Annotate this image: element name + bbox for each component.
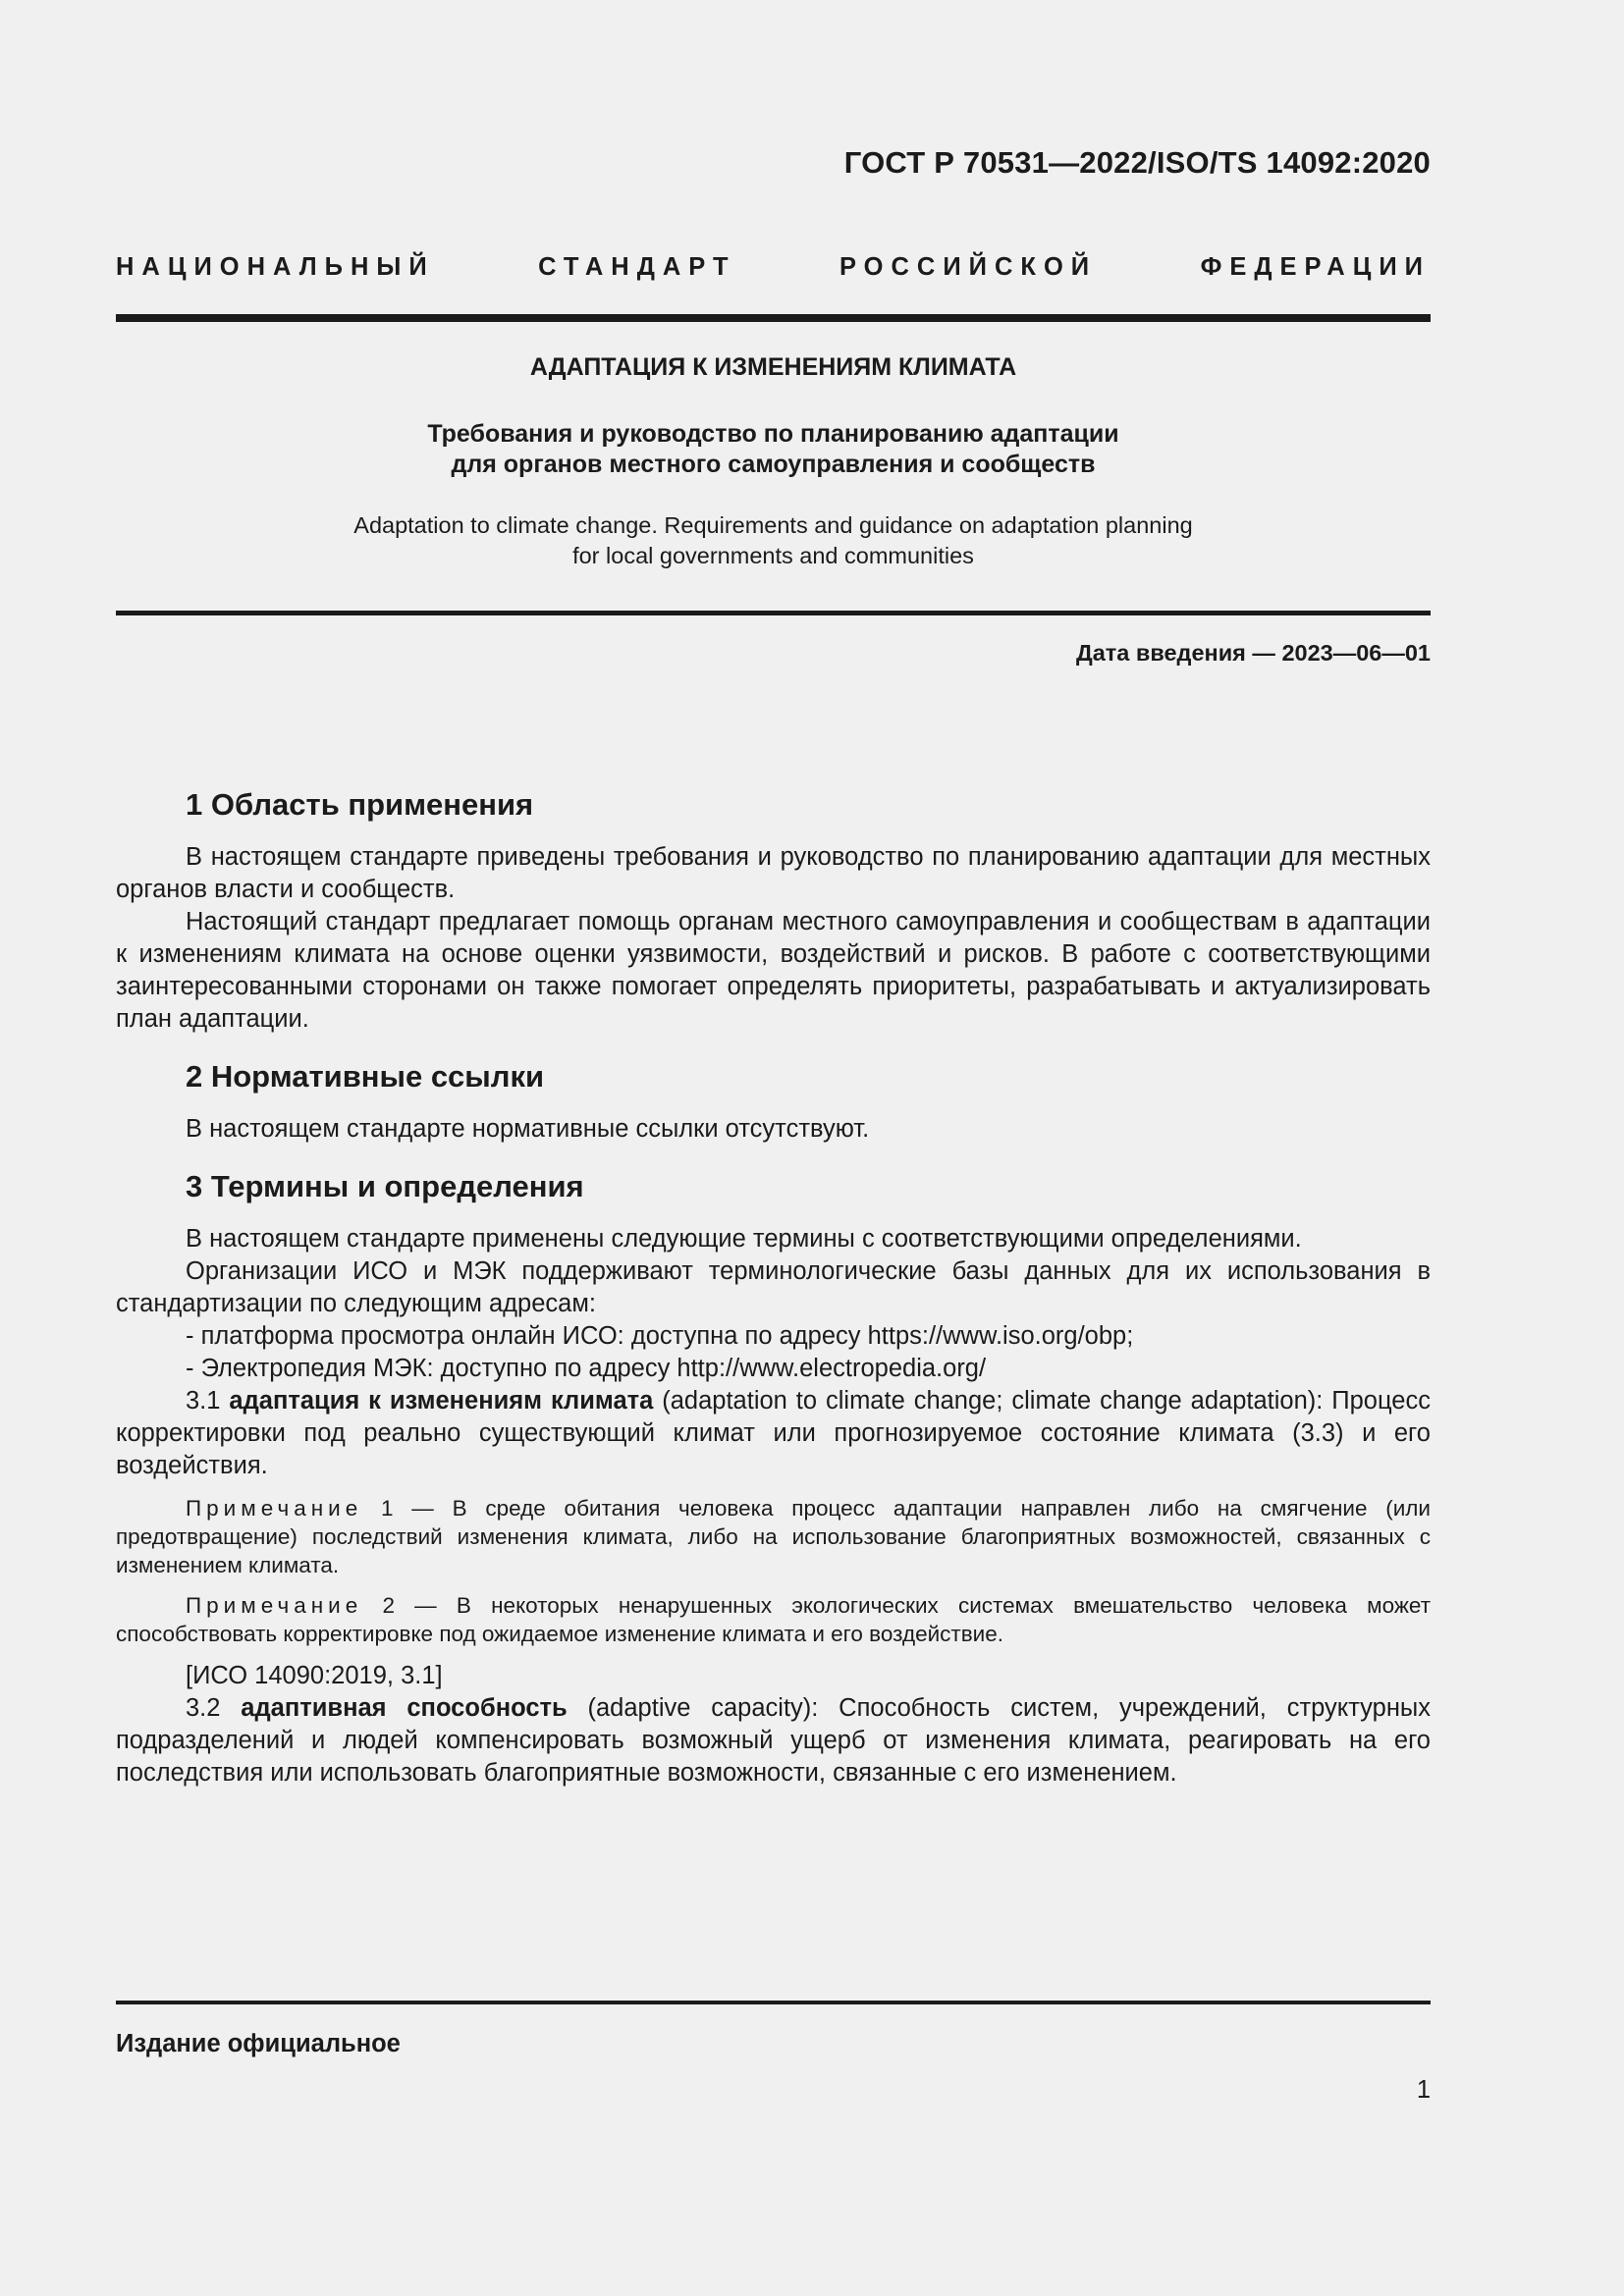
- document-page: [116, 0, 1431, 2296]
- note-1-label: Примечание: [186, 1496, 363, 1521]
- document-subtitle: [116, 419, 1431, 480]
- section-1-paragraph-2: Настоящий стандарт предлагает помощь органам местного самоуправления и сообществам в адаптации к изменениям климата на основе оценки уязвимости, воздействий и рисков. В работе с соответствующими заинтересованными сторонами он также помогает определять приоритеты, разрабатывать и актуализировать план адаптации.: [116, 908, 1431, 1033]
- english-title-line-2: for local governments and communities: [572, 543, 974, 568]
- note-2-label: Примечание: [186, 1593, 363, 1618]
- term-3-1-number: 3.1: [186, 1387, 230, 1415]
- list-item-iso-obp: - платформа просмотра онлайн ИСО: доступна по адресу https://www.iso.org/obp;: [186, 1322, 1134, 1350]
- english-title-line-1: Adaptation to climate change. Requirements and guidance on adaptation planning: [353, 512, 1193, 538]
- document-body: [116, 785, 1431, 1789]
- document-number: ГОСТ Р 70531—2022/ISO/TS 14092:2020: [843, 145, 1431, 180]
- section-3-paragraph-1: В настоящем стандарте применены следующие термины с соответствующими определениями.: [186, 1225, 1302, 1253]
- note-1: [116, 1494, 1431, 1579]
- term-3-1-source: [ИСО 14090:2019, 3.1]: [186, 1662, 443, 1689]
- term-3-2: [116, 1692, 1431, 1789]
- section-1-paragraph-1: В настоящем стандарте приведены требования и руководство по планированию адаптации для местных органов власти и сообществ.: [116, 843, 1431, 903]
- national-standard-banner: НАЦИОНАЛЬНЫЙ СТАНДАРТ РОССИЙСКОЙ ФЕДЕРАЦИИ: [116, 253, 1431, 281]
- note-1-text: 1 — В среде обитания человека процесс адаптации направлен либо на смягчение (или предотвращение) последствий изменения климата, либо на использование благоприятных возможностей, связанных с изменением климата.: [116, 1496, 1431, 1577]
- term-3-1: [116, 1385, 1431, 1482]
- introduction-date: Дата введения — 2023—06—01: [1075, 640, 1431, 666]
- subtitle-line-2: для органов местного самоуправления и сообществ: [451, 451, 1096, 478]
- top-rule: [116, 314, 1431, 322]
- section-1-heading: 1 Область применения: [186, 787, 534, 822]
- list-item-electropedia: - Электропедия МЭК: доступно по адресу http://www.electropedia.org/: [186, 1355, 987, 1382]
- subtitle-line-1: Требования и руководство по планированию адаптации: [427, 420, 1119, 448]
- bottom-rule: [116, 2001, 1431, 2004]
- middle-rule: [116, 611, 1431, 615]
- note-2-text: 2 — В некоторых ненарушенных экологических системах вмешательство человека может способствовать корректировке под ожидаемое изменение климата и его воздействие.: [116, 1593, 1431, 1646]
- note-2: [116, 1591, 1431, 1648]
- edition-label: Издание официальное: [116, 2030, 401, 2057]
- document-title: АДАПТАЦИЯ К ИЗМЕНЕНИЯМ КЛИМАТА: [529, 353, 1017, 381]
- section-3-paragraph-2: Организации ИСО и МЭК поддерживают терминологические базы данных для их использования в стандартизации по следующим адресам:: [116, 1257, 1431, 1317]
- term-3-1-definition: (adaptation to climate change; climate change adaptation): Процесс корректировки под реально существующий климат или прогнозируемое состояние климата (3.3) и его воздействия.: [116, 1387, 1431, 1479]
- english-title: [116, 510, 1431, 571]
- section-2-paragraph-1: В настоящем стандарте нормативные ссылки отсутствуют.: [186, 1115, 870, 1143]
- term-3-1-name: адаптация к изменениям климата: [229, 1387, 654, 1415]
- section-3-heading: 3 Термины и определения: [186, 1169, 584, 1203]
- term-3-2-definition: (adaptive capacity): Способность систем, учреждений, структурных подразделений и людей компенсировать возможный ущерб от изменения климата, реагировать на его последствия или использовать благоприятные возможности, связанные с его изменением.: [116, 1694, 1431, 1787]
- term-3-2-name: адаптивная способность: [241, 1694, 568, 1722]
- section-2-heading: 2 Нормативные ссылки: [186, 1059, 545, 1094]
- page-number: 1: [1416, 2076, 1431, 2104]
- term-3-2-number: 3.2: [186, 1694, 242, 1722]
